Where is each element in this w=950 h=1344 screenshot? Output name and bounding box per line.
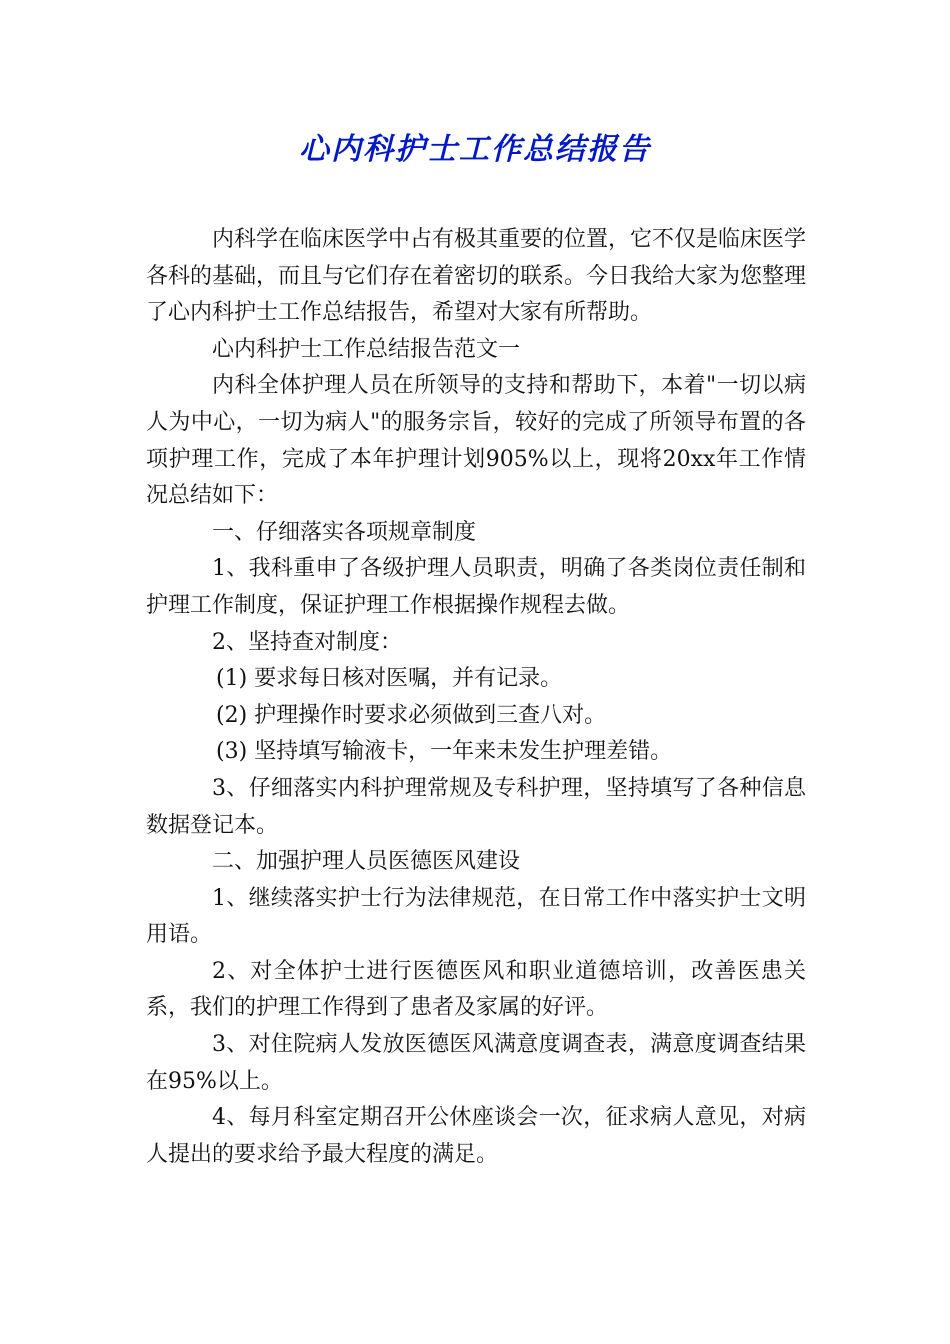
section-heading: 一、仔细落实各项规章制度 (212, 519, 477, 545)
list-item: (3) 坚持填写输液卡，一年来未发生护理差错。 (216, 739, 673, 765)
document-body (146, 222, 806, 1173)
paragraph: 4、每月科室定期召开公休座谈会一次，征求病人意见，对病人提出的要求给予最大程度的满足。 (146, 1105, 806, 1167)
list-item: (1) 要求每日核对医嘱，并有记录。 (216, 666, 563, 692)
paragraph: 2、坚持查对制度： (212, 629, 402, 655)
paragraph: 1、继续落实护士行为法律规范，在日常工作中落实护士文明用语。 (146, 885, 806, 948)
section-heading: 二、加强护理人员医德医风建设 (212, 849, 521, 875)
paragraph: 内科全体护理人员在所领导的支持和帮助下，本着"一切以病人为中心，一切为病人"的服务宗旨，较好的完成了所领导布置的各项护理工作，完成了本年护理计划905%以上，现将20xx年工作情况总结如下： (146, 373, 806, 509)
document-title: 心内科护士工作总结报告 (299, 132, 651, 167)
paragraph: 3、对住院病人发放医德医风满意度调查表，满意度调查结果在95%以上。 (146, 1032, 806, 1094)
paragraph: 内科学在临床医学中占有极其重要的位置，它不仅是临床医学各科的基础，而且与它们存在着密切的联系。今日我给大家为您整理了心内科护士工作总结报告，希望对大家有所帮助。 (146, 227, 807, 326)
paragraph: 3、仔细落实内科护理常规及专科护理，坚持填写了各种信息数据登记本。 (146, 775, 806, 838)
paragraph: 2、对全体护士进行医德医风和职业道德培训，改善医患关系，我们的护理工作得到了患者及家属的好评。 (146, 958, 806, 1021)
section-heading: 心内科护士工作总结报告范文一 (212, 336, 521, 362)
list-item: (2) 护理操作时要求必须做到三查八对。 (216, 702, 607, 728)
paragraph: 1、我科重申了各级护理人员职责，明确了各类岗位责任制和护理工作制度，保证护理工作根据操作规程去做。 (146, 556, 806, 618)
